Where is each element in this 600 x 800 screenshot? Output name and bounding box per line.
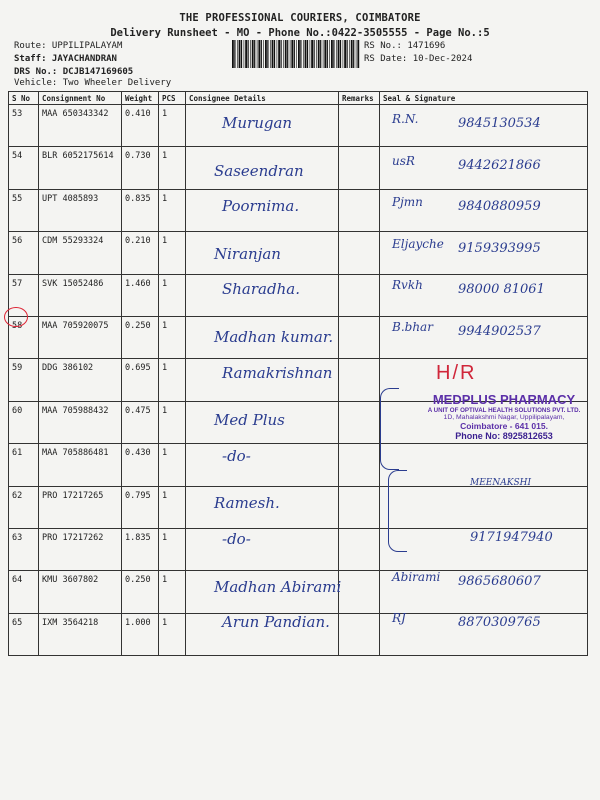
handwritten-consignee: -do- xyxy=(222,530,251,548)
cell-consignment: MAA 705988432 xyxy=(39,401,122,443)
cell-weight: 0.475 xyxy=(122,401,159,443)
handwritten-phone: 98000 81061 xyxy=(458,282,545,298)
handwritten-signature: Rvkh xyxy=(392,278,423,293)
handwritten-phone: 9845130534 xyxy=(458,116,541,131)
cell-remarks xyxy=(339,401,380,443)
cell-weight: 0.730 xyxy=(122,147,159,189)
handwritten-consignee: Poornima. xyxy=(222,197,300,216)
staff-field: Staff: JAYACHANDRAN xyxy=(14,54,117,64)
cell-remarks xyxy=(339,232,380,274)
cell-sno: 63 xyxy=(9,528,39,570)
cell-weight: 0.795 xyxy=(122,486,159,528)
handwritten-consignee: Saseendran xyxy=(214,161,304,180)
cell-consignment: DDG 386102 xyxy=(39,359,122,401)
cell-weight: 0.250 xyxy=(122,316,159,358)
cell-weight: 0.250 xyxy=(122,571,159,613)
handwritten-phone: 9944902537 xyxy=(458,324,541,339)
cell-sno: 60 xyxy=(9,401,39,443)
cell-sno: 59 xyxy=(9,359,39,401)
cell-pcs: 1 xyxy=(159,613,186,655)
cell-pcs: 1 xyxy=(159,486,186,528)
cell-pcs: 1 xyxy=(159,105,186,147)
cell-remarks xyxy=(339,571,380,613)
cell-sno: 56 xyxy=(9,232,39,274)
cell-remarks xyxy=(339,316,380,358)
cell-pcs: 1 xyxy=(159,189,186,231)
bracket-mark-60-61 xyxy=(380,388,399,470)
cell-seal xyxy=(380,486,588,528)
handwritten-phone: 9840880959 xyxy=(458,199,541,215)
cell-consignment: BLR 6052175614 xyxy=(39,147,122,189)
table-header-row xyxy=(9,92,588,105)
cell-remarks xyxy=(339,528,380,570)
handwritten-consignee: -do- xyxy=(222,446,251,465)
cell-weight: 0.430 xyxy=(122,444,159,486)
cell-consignment: PRO 17217265 xyxy=(39,486,122,528)
cell-weight: 0.835 xyxy=(122,189,159,231)
cell-consignment: MAA 705920075 xyxy=(39,316,122,358)
cell-sno: 55 xyxy=(9,189,39,231)
cell-pcs: 1 xyxy=(159,274,186,316)
col-consignee: Consignee Details xyxy=(186,92,339,105)
cell-pcs: 1 xyxy=(159,147,186,189)
handwritten-consignee: Niranjan xyxy=(214,244,281,263)
cell-weight: 0.410 xyxy=(122,105,159,147)
cell-consignee xyxy=(186,444,339,486)
cell-weight: 1.460 xyxy=(122,274,159,316)
handwritten-phone: 9159393995 xyxy=(458,240,541,256)
handwritten-consignee: Arun Pandian. xyxy=(222,613,330,632)
handwritten-signature: Eljayche xyxy=(392,236,444,251)
cell-sno: 65 xyxy=(9,613,39,655)
handwritten-signature: Pjmn xyxy=(392,195,423,210)
handwritten-signature: B.bhar xyxy=(392,320,433,334)
cell-pcs: 1 xyxy=(159,444,186,486)
col-sno: S No xyxy=(9,92,39,105)
barcode-image xyxy=(232,40,360,68)
cell-weight: 1.835 xyxy=(122,528,159,570)
stamp-line1: A UNIT OF OPTIVAL HEALTH SOLUTIONS PVT. LTD. xyxy=(427,407,581,414)
cell-sno: 64 xyxy=(9,571,39,613)
runsheet-subtitle: Delivery Runsheet - MO - Phone No.:0422-3505555 - Page No.:5 xyxy=(110,27,490,39)
vehicle-field: Vehicle: Two Wheeler Delivery xyxy=(14,78,172,88)
col-remarks: Remarks xyxy=(339,92,380,105)
cell-consignment: KMU 3607802 xyxy=(39,571,122,613)
cell-sno: 58 xyxy=(9,316,39,358)
cell-remarks xyxy=(339,189,380,231)
cell-remarks xyxy=(339,444,380,486)
stamp-line3: Coimbatore - 641 015. xyxy=(460,421,548,431)
cell-sno: 53 xyxy=(9,105,39,147)
cell-weight: 1.000 xyxy=(122,613,159,655)
cell-pcs: 1 xyxy=(159,316,186,358)
cell-sno: 62 xyxy=(9,486,39,528)
bracket-mark-62-63 xyxy=(388,470,407,552)
cell-consignment: MAA 705886481 xyxy=(39,444,122,486)
handwritten-signature: RJ xyxy=(392,611,406,626)
cell-sno: 61 xyxy=(9,444,39,486)
handwritten-consignee: Med Plus xyxy=(214,411,285,430)
handwritten-consignee: Murugan xyxy=(222,114,293,132)
remark-hr: H/R xyxy=(436,362,477,384)
handwritten-signature: R.N. xyxy=(392,112,419,126)
rs-date-field: RS Date: 10-Dec-2024 xyxy=(364,54,473,64)
cell-consignee xyxy=(186,528,339,570)
cell-consignment: PRO 17217262 xyxy=(39,528,122,570)
col-consignment: Consignment No xyxy=(39,92,122,105)
cell-remarks xyxy=(339,105,380,147)
handwritten-phone: 8870309765 xyxy=(458,615,541,631)
cell-consignment: MAA 650343342 xyxy=(39,105,122,147)
cell-weight: 0.695 xyxy=(122,359,159,401)
cell-remarks xyxy=(339,359,380,401)
stamp-title: MEDPLUS PHARMACY xyxy=(432,392,576,407)
cell-remarks xyxy=(339,486,380,528)
handwritten-signature: MEENAKSHI xyxy=(470,478,532,489)
cell-pcs: 1 xyxy=(159,528,186,570)
row-58-circle-mark xyxy=(4,307,28,327)
handwritten-consignee: Ramakrishnan xyxy=(222,363,333,382)
cell-pcs: 1 xyxy=(159,232,186,274)
handwritten-phone: 9171947940 xyxy=(470,530,553,545)
handwritten-phone: 9865680607 xyxy=(458,573,541,589)
cell-consignment: IXM 3564218 xyxy=(39,613,122,655)
rs-no-field: RS No.: 1471696 xyxy=(364,41,446,51)
handwritten-phone: 9442621866 xyxy=(458,157,541,173)
cell-remarks xyxy=(339,613,380,655)
handwritten-consignee: Sharadha. xyxy=(222,280,300,299)
handwritten-signature: Abirami xyxy=(392,569,441,584)
handwritten-consignee: Ramesh. xyxy=(214,494,280,513)
medplus-stamp xyxy=(410,392,598,464)
cell-consignment: UPT 4085893 xyxy=(39,189,122,231)
cell-remarks xyxy=(339,147,380,189)
stamp-line2: 1D, Mahalakshmi Nagar, Uppilipalayam, xyxy=(443,414,565,421)
cell-sno: 54 xyxy=(9,147,39,189)
company-title: THE PROFESSIONAL COURIERS, COIMBATORE xyxy=(179,12,421,24)
col-pcs: PCS xyxy=(159,92,186,105)
col-seal-signature: Seal & Signature xyxy=(380,92,588,105)
handwritten-signature: usR xyxy=(392,153,415,168)
cell-remarks xyxy=(339,274,380,316)
drs-field: DRS No.: DCJB147169605 xyxy=(14,67,134,77)
table-row xyxy=(9,486,588,528)
cell-pcs: 1 xyxy=(159,359,186,401)
handwritten-consignee: Madhan kumar. xyxy=(214,328,334,346)
cell-sno: 57 xyxy=(9,274,39,316)
handwritten-consignee: Madhan Abirami xyxy=(214,577,342,596)
cell-consignment: CDM 55293324 xyxy=(39,232,122,274)
cell-weight: 0.210 xyxy=(122,232,159,274)
cell-pcs: 1 xyxy=(159,401,186,443)
route-field: Route: UPPILIPALAYAM xyxy=(14,41,123,51)
col-weight: Weight xyxy=(122,92,159,105)
cell-pcs: 1 xyxy=(159,571,186,613)
stamp-phone: Phone No: 8925812653 xyxy=(455,431,553,441)
cell-consignment: SVK 15052486 xyxy=(39,274,122,316)
